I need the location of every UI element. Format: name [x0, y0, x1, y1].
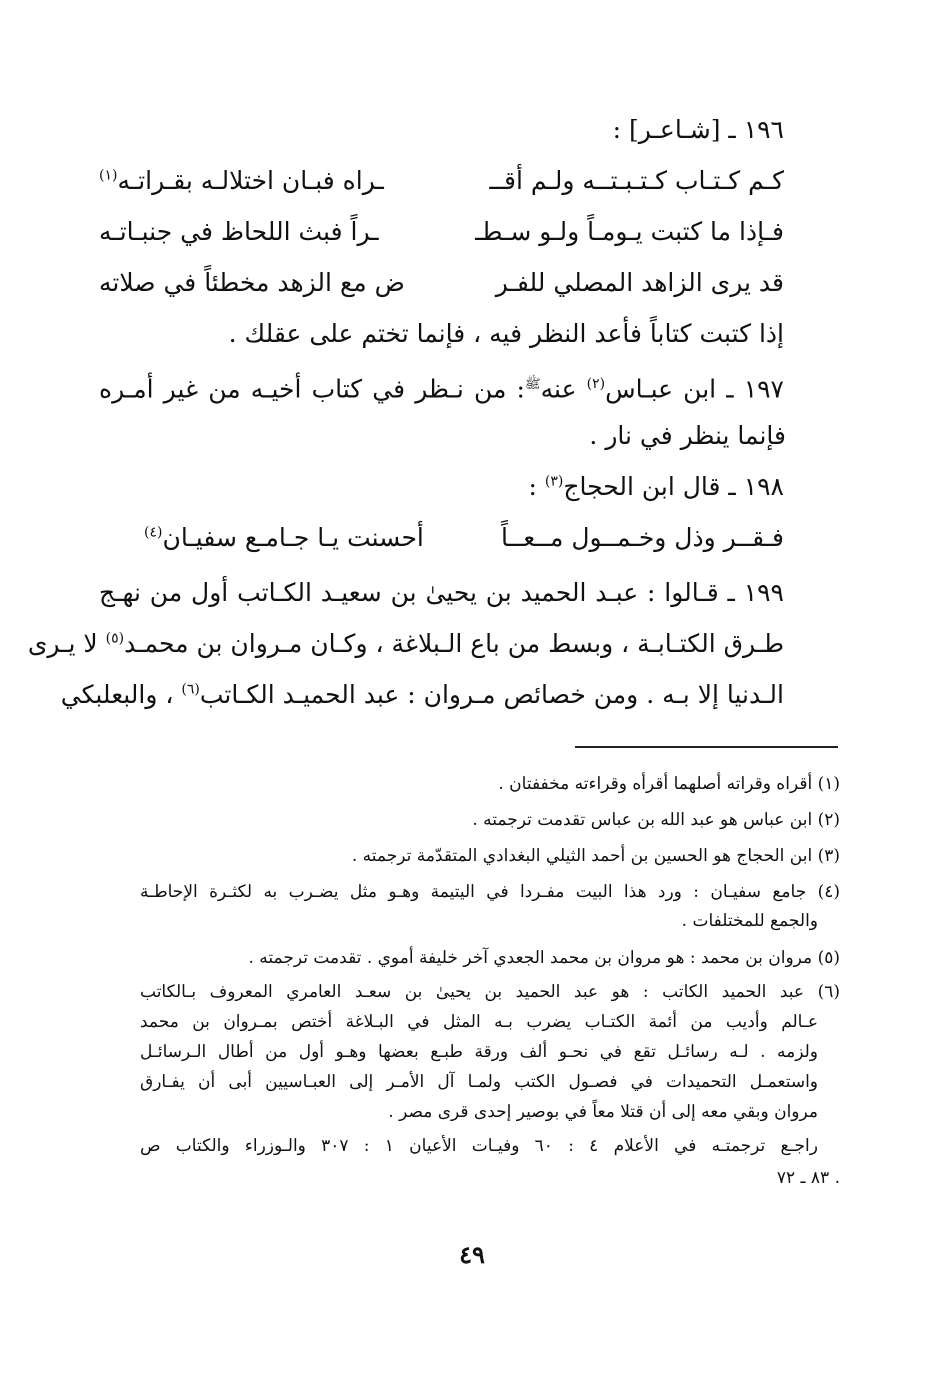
entry-197-line-1 [99, 359, 784, 414]
footnote-ref-6: (٦) [181, 681, 200, 698]
entry-197-author: ١٩٧ ـ ابن عبـاس [605, 374, 784, 404]
verse-196-2-second-hemistich: ـراً فبث اللحاظ في جنبـاتـه [99, 217, 379, 246]
page-number: ٤٩ [459, 1240, 485, 1269]
verse-198-first-hemistich: فـقــر وذل وخـمــول مــعــاً [501, 523, 784, 552]
entry-199-line-2 [27, 618, 784, 669]
verse-196-3-second-hemistich: ض مع الزهد مخطئاً في صلاته [99, 268, 405, 297]
verse-196-1-first-hemistich: كـم كـتـاب كـتـبـتــه ولـم أقــ [489, 166, 784, 195]
footnote-ref-3: (٣) [544, 473, 564, 490]
entry-199-line-3-text: الـدنيا إلا بـه . ومن خصائص مـروان : عبد الحميـد الكـاتب [199, 680, 784, 709]
verse-198-second-text: أحسنت يـا جـامـع سفيـان [162, 523, 424, 552]
entry-198-colon: : [528, 472, 545, 501]
footnote-5: (٥) مروان بن محمد : هو مروان بن محمد الجعدي آخر خليفة أموي . تقدمت ترجمته . [248, 948, 840, 968]
footnote-1: (١) أقراه وقراته أصلهما أقرأه وقراءته مخففتان . [498, 774, 840, 794]
verse-196-3-first-hemistich: قد يرى الزاهد المصلي للفـر [495, 268, 784, 297]
verse-198-second-hemistich [144, 512, 464, 563]
entry-197-quote: : من نـظر في كتاب أخيـه من غير أمـره [99, 374, 525, 404]
entry-199-line-3-end: ، والبعلبكي [60, 680, 182, 709]
verse-198 [99, 512, 784, 563]
footnote-ref-4: (٤) [144, 524, 163, 541]
footnote-ref-5: (٥) [105, 630, 125, 647]
footnote-ref-1: (١) [99, 167, 118, 184]
footnote-ref-2: (٢) [586, 376, 606, 392]
entry-197-anhu: عنه [540, 374, 577, 404]
footnote-6-refs-line-1: راجـع ترجمتـه في الأعلام ٤ : ٦٠ وفيـات الأعيان ١ : ٣٠٧ والـوزراء والكتاب ص [140, 1136, 818, 1156]
footnote-4-line-2: والجمع للمختلفات . [681, 911, 818, 931]
verse-196-3 [99, 257, 784, 308]
footnote-6-line-3: ولزمه . لـه رسائـل تقع في نحـو ألف ورقة طبـع بعضها وهـو أول من أطال الـرسائـل [140, 1042, 818, 1062]
footnote-6-line-5: مروان وبقي معه إلى أن قتلا معاً في بوصير إحدى قرى مصر . [388, 1102, 818, 1122]
footnote-6-line-2: عـالم وأديب من أئمة الكتـاب يضرب بـه المثل في البـلاغة أختص بمـروان بن محمد [140, 1012, 818, 1032]
footnote-6-refs-line-2: . ٨٣ ـ ٧٢ [776, 1168, 840, 1188]
entry-199-line-2-text: طـرق الكتـابـة ، وبسط من باع الـبلاغة ، وكـان مـروان بن محمـد [124, 629, 784, 658]
footnote-3: (٣) ابن الحجاج هو الحسين بن أحمد الثيلي البغدادي المتقدّمة ترجمته . [351, 846, 840, 866]
entry-198-heading [99, 461, 784, 512]
footnote-6-line-1: (٦) عبد الحميد الكاتب : هو عبد الحميد بن يحيىٰ بن سعـد العامري المعروف بـالكاتب [140, 982, 840, 1002]
verse-196-2-first-hemistich: فـإذا ما كتبت يـومـاً ولـو سـطـ [475, 217, 784, 246]
verse-196-1 [99, 155, 784, 206]
entry-199-line-2-end: لا يـرى [27, 629, 106, 658]
verse-196-1-second-hemistich [99, 155, 419, 206]
entry-197-line-2: فإنما ينظر في نار . [589, 421, 786, 450]
prose-196: إذا كتبت كتاباً فأعد النظر فيه ، فإنما تختم على عقلك . [228, 319, 784, 348]
entry-198-heading-text: ١٩٨ ـ قال ابن الحجاج [563, 472, 784, 501]
footnote-6-line-4: واستعمـل التحميدات في فصـول الكتب ولمـا آل الأمـر إلى العبـاسيين أبى أن يفـارق [140, 1072, 818, 1092]
verse-196-1-second-text: ـراه فبـان اختلالـه بقـراتـه [117, 166, 384, 195]
footnote-divider [575, 746, 838, 748]
verse-196-2 [99, 206, 784, 257]
footnote-2: (٢) ابن عباس هو عبد الله بن عباس تقدمت ترجمته . [472, 810, 840, 830]
footnote-4-line-1: (٤) جامع سفيـان : ورد هذا البيت مفـردا في اليتيمة وهـو مثل يضـرب به لكثـرة الإحاطـة [140, 882, 840, 902]
entry-196-heading: ١٩٦ ـ [شـاعـر] : [612, 115, 784, 144]
entry-199-line-3 [60, 669, 784, 720]
honorific-symbol: ﷺ [524, 377, 541, 392]
entry-199-line-1: ١٩٩ ـ قـالوا : عبـد الحميد بن يحيىٰ بن سعيـد الكـاتب أول من نهـج [99, 578, 784, 607]
